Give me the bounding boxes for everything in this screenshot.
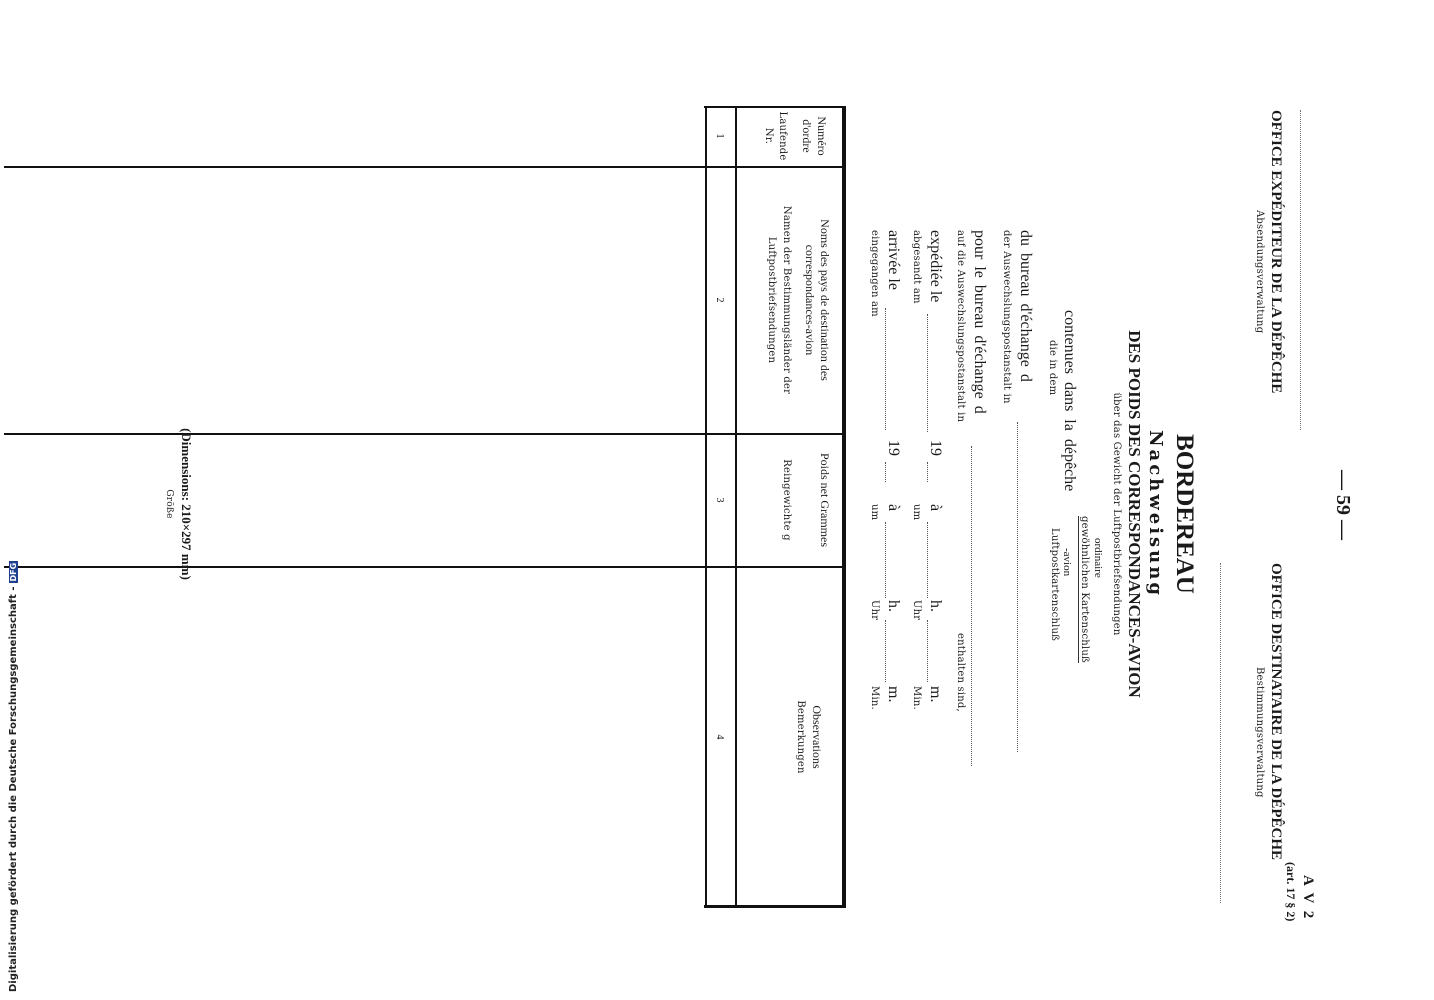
col-number-index: 1 [714, 133, 725, 139]
expediee-minute-field[interactable] [927, 620, 942, 682]
sender-office-label: OFFICE EXPÉDITEUR DE LA DÉPÊCHE [1268, 110, 1284, 394]
expediee-uhr-label-de: Uhr [911, 600, 922, 621]
enthalten-label-de: enthalten sind, [955, 633, 966, 712]
arrivee-uhr-label-de: Uhr [869, 600, 880, 621]
arrivee-year-prefix: 19 [885, 440, 902, 456]
sender-office-field[interactable] [1300, 110, 1301, 430]
col-weight-header-de: Reingewichte g [781, 459, 792, 541]
col-countries-header-de: Namen der Bestimmungsländer der Luftpostbriefsendungen [766, 205, 792, 395]
table-left-border [704, 106, 846, 108]
expediee-um-label-de: um [911, 504, 922, 521]
form-code: A V 2 [1300, 875, 1316, 921]
option-ordinaire-label: ordinaire [1092, 538, 1104, 578]
form-subtitle: DES POIDS DES CORRESPONDANCES-AVION [1125, 330, 1144, 698]
digitization-credit [8, 562, 22, 992]
col-number-header-de: Laufende Nr. [763, 111, 788, 161]
column-divider-3 [4, 566, 846, 568]
form-title-de: Nachweisung [1145, 430, 1166, 598]
col-number-entry-area[interactable] [4, 108, 704, 166]
contenues-label-de: die in dem [1047, 340, 1058, 396]
receiver-office-label: OFFICE DESTINATAIRE DE LA DÉPÊCHE [1268, 563, 1284, 860]
arrivee-label-de: eingegangen am [869, 230, 880, 317]
option-avion-label: -avion [1061, 548, 1073, 577]
form-title: BORDEREAU [1171, 434, 1198, 594]
arrivee-minute-field[interactable] [885, 620, 900, 682]
arrivee-h-label: h. [885, 600, 902, 612]
dfg-logo: DFG [9, 562, 18, 582]
form-subtitle-de: über das Gewicht der Luftpostbriefsendungen [1111, 392, 1122, 636]
col-observations-header: Observations [810, 705, 824, 769]
du-bureau-label: du bureau d'échange d [1017, 230, 1034, 382]
receiver-office-label-de: Bestimmungsverwaltung [1254, 667, 1265, 798]
sender-office-label-de: Absendungsverwaltung [1254, 210, 1265, 334]
col-observations-index: 4 [714, 734, 725, 740]
page-number: — 59 — [1332, 470, 1354, 540]
col-countries-entry-area[interactable] [4, 168, 704, 433]
expediee-min-label-de: Min. [911, 686, 922, 710]
table-number-row-border [705, 106, 707, 908]
du-bureau-field[interactable] [1017, 422, 1032, 752]
expediee-hour-field[interactable] [927, 522, 942, 598]
arrivee-hour-field[interactable] [885, 522, 900, 598]
expediee-label-de: abgesandt am [911, 230, 922, 304]
expediee-h-label: h. [927, 600, 944, 612]
col-countries-index: 2 [714, 297, 725, 303]
dimensions-note: (Dimensions: 210×297 mm) [179, 428, 194, 580]
expediee-year-field[interactable] [927, 462, 942, 482]
table-header-border [735, 106, 737, 908]
col-weight-index: 3 [714, 497, 725, 503]
col-observations-header-de: Bemerkungen [795, 700, 806, 774]
arrivee-um-label-de: um [869, 504, 880, 521]
arrivee-m-label: m. [885, 686, 902, 703]
expediee-year-prefix: 19 [927, 440, 944, 456]
form-reference: (art. 17 § 2) [1284, 862, 1298, 922]
col-weight-header: Poids net Grammes [818, 453, 832, 547]
expediee-label: expédiée le [927, 230, 944, 303]
arrivee-at-label: à [885, 504, 902, 512]
pour-bureau-field[interactable] [971, 446, 986, 766]
arrivee-label: arrivée le [885, 230, 902, 290]
contenues-label: contenues dans la dépêche [1061, 310, 1078, 492]
digitization-credit-text: Digitalisierung gefördert durch die Deutsche Forschungsgemeinschaft - [8, 586, 19, 992]
table-right-border [704, 905, 846, 908]
arrivee-date-field[interactable] [885, 308, 900, 430]
expediee-m-label: m. [927, 686, 944, 703]
option-avion-label-de: Luftpostkartenschluß [1049, 528, 1060, 642]
pour-bureau-label-de: auf die Auswechslungspostanstalt in [955, 230, 966, 423]
col-weight-entry-area[interactable] [4, 435, 704, 566]
option-ordinaire-label-de: gewöhnlichen Kartenschluß [1079, 516, 1090, 663]
du-bureau-label-de: der Auswechslungspostanstalt in [1001, 230, 1012, 404]
pour-bureau-label: pour le bureau d'échange d [971, 230, 988, 414]
col-countries-header: Noms des pays de destination des correspondances-avion [803, 219, 832, 381]
expediee-at-label: à [927, 504, 944, 512]
receiver-office-field[interactable] [1220, 563, 1221, 903]
expediee-date-field[interactable] [927, 314, 942, 432]
arrivee-year-field[interactable] [885, 462, 900, 482]
col-number-header: Numéro d'ordre [800, 116, 829, 156]
table-top-border [842, 106, 846, 908]
arrivee-min-label-de: Min. [869, 686, 880, 710]
dimensions-note-de: Größe [164, 489, 174, 519]
